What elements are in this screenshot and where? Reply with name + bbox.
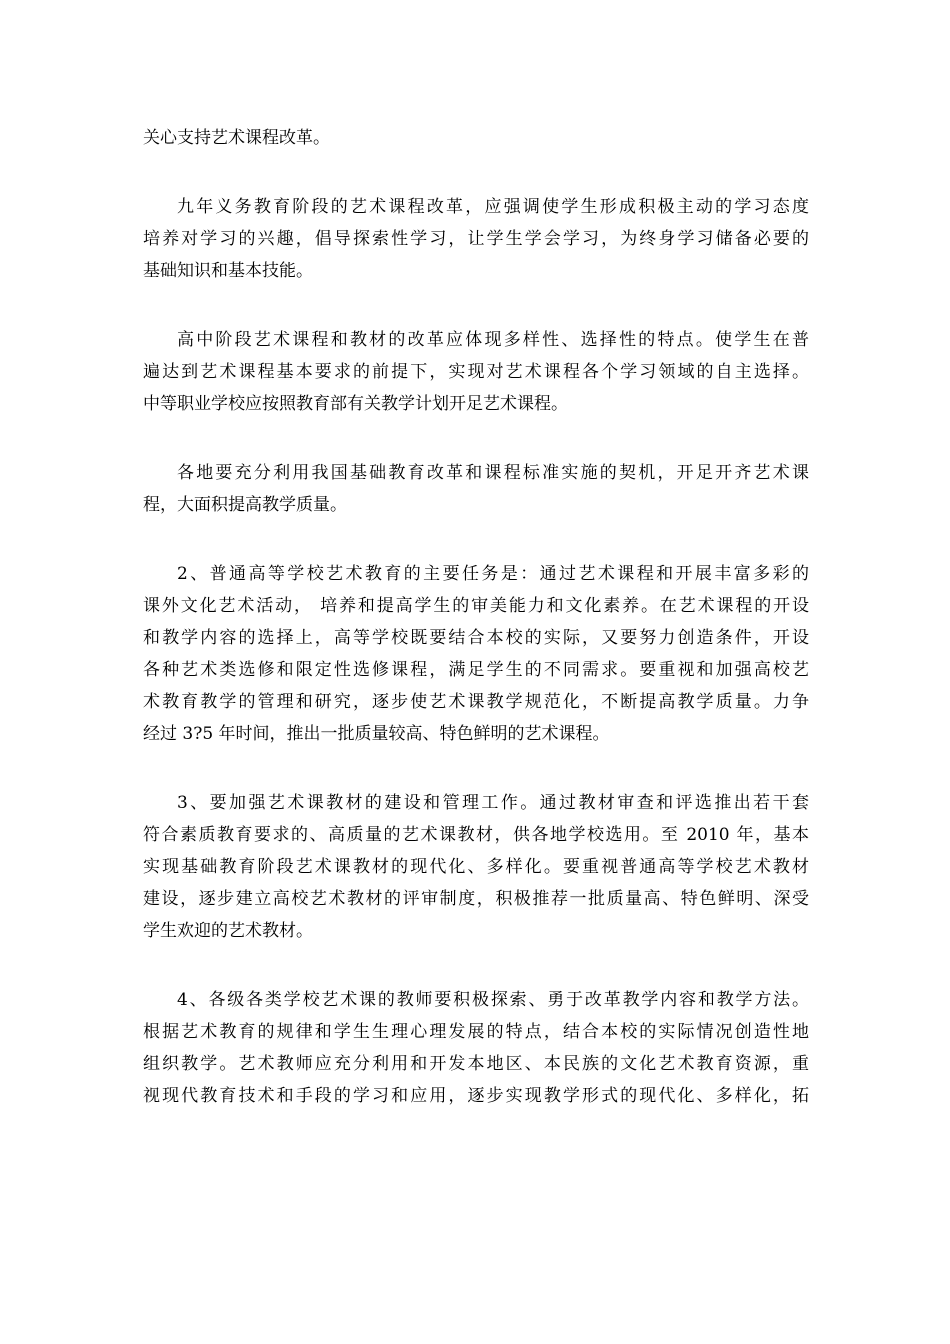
text-line: 符合素质教育要求的、高质量的艺术课教材，供各地学校选用。至 2010 年，基本 (143, 825, 809, 845)
paragraph-4 (143, 457, 809, 521)
text-line: 3、要加强艺术课教材的建设和管理工作。通过教材审查和评选推出若干套 (177, 793, 809, 813)
paragraph-1 (143, 122, 809, 154)
text-line: 实现基础教育阶段艺术课教材的现代化、多样化。要重视普通高等学校艺术教材 (143, 857, 809, 877)
text-line: 高中阶段艺术课程和教材的改革应体现多样性、选择性的特点。使学生在普 (177, 330, 809, 350)
document-body (143, 122, 809, 1149)
text-line: 基础知识和基本技能。 (143, 261, 313, 281)
text-line: 术教育教学的管理和研究，逐步使艺术课教学规范化，不断提高教学质量。力争 (143, 692, 809, 712)
text-line: 4、各级各类学校艺术课的教师要积极探索、勇于改革教学内容和教学方法。 (177, 990, 809, 1010)
text-line: 根据艺术教育的规律和学生生理心理发展的特点，结合本校的实际情况创造性地 (143, 1022, 809, 1042)
text-line: 遍达到艺术课程基本要求的前提下，实现对艺术课程各个学习领域的自主选择。 (143, 362, 809, 382)
text-line: 九年义务教育阶段的艺术课程改革，应强调使学生形成积极主动的学习态度 (177, 197, 809, 217)
text-line: 关心支持艺术课程改革。 (143, 128, 330, 148)
text-line: 中等职业学校应按照教育部有关教学计划开足艺术课程。 (143, 394, 568, 414)
paragraph-6 (143, 787, 809, 947)
text-line: 各地要充分利用我国基础教育改革和课程标准实施的契机，开足开齐艺术课 (177, 463, 809, 483)
text-line: 组织教学。艺术教师应充分利用和开发本地区、本民族的文化艺术教育资源，重 (143, 1054, 809, 1074)
text-line: 课外文化艺术活动， 培养和提高学生的审美能力和文化素养。在艺术课程的开设 (143, 596, 809, 616)
paragraph-3 (143, 324, 809, 420)
paragraph-5 (143, 558, 809, 750)
text-line: 经过 3?5 年时间，推出一批质量较高、特色鲜明的艺术课程。 (143, 724, 610, 744)
text-line: 建设，逐步建立高校艺术教材的评审制度，积极推荐一批质量高、特色鲜明、深受 (143, 889, 809, 909)
text-line: 培养对学习的兴趣，倡导探索性学习，让学生学会学习，为终身学习储备必要的 (143, 229, 809, 249)
text-line: 各种艺术类选修和限定性选修课程，满足学生的不同需求。要重视和加强高校艺 (143, 660, 809, 680)
text-line: 学生欢迎的艺术教材。 (143, 921, 313, 941)
text-line: 和教学内容的选择上，高等学校既要结合本校的实际，又要努力创造条件，开设 (143, 628, 809, 648)
paragraph-7 (143, 984, 809, 1112)
paragraph-2 (143, 191, 809, 287)
text-line: 视现代教育技术和手段的学习和应用，逐步实现教学形式的现代化、多样化，拓 (143, 1086, 809, 1106)
text-line: 2、普通高等学校艺术教育的主要任务是：通过艺术课程和开展丰富多彩的 (177, 564, 809, 584)
text-line: 程，大面积提高教学质量。 (143, 495, 347, 515)
